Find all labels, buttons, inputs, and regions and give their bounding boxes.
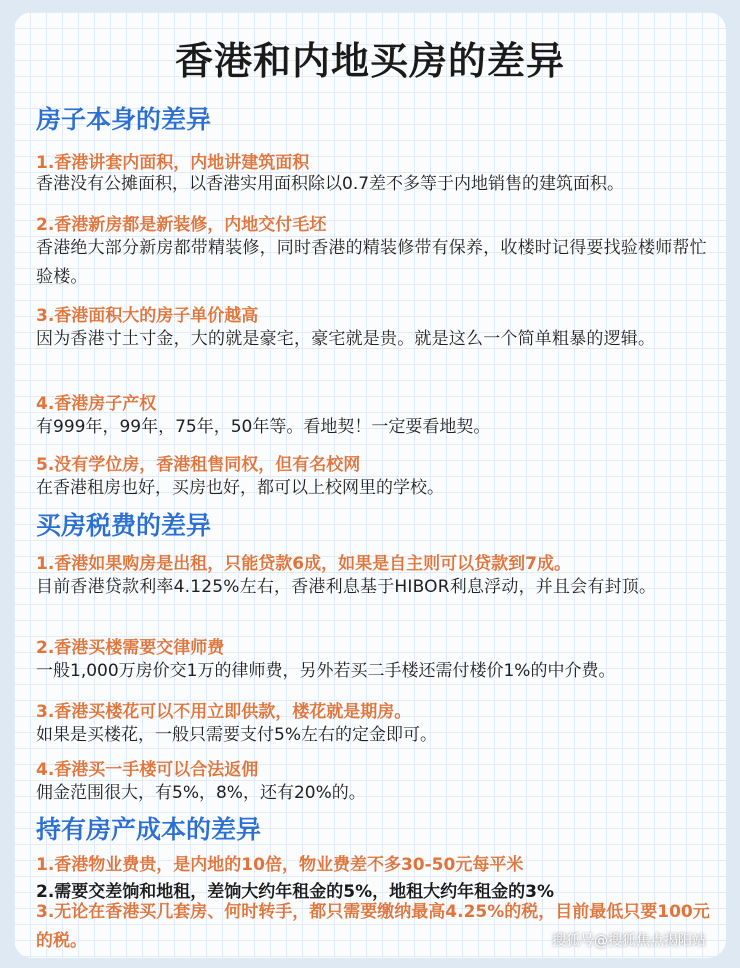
item-title: 3.香港买楼花可以不用立即供款，楼花就是期房。	[36, 702, 412, 722]
item-body: 香港绝大部分新房都带精装修，同时香港的精装修带有保养，收楼时记得要找验楼师帮忙验楼。	[36, 238, 707, 287]
item-body: 在香港租房也好，买房也好，都可以上校网里的学校。	[36, 478, 444, 498]
item-body: 目前香港贷款利率4.125%左右，香港利息基于HIBOR利息浮动，并且会有封顶。	[36, 577, 657, 597]
item-body: 有999年，99年，75年，50年等。看地契！一定要看地契。	[36, 417, 491, 437]
page-title: 香港和内地买房的差异	[174, 39, 565, 83]
item-title: 5.没有学位房，香港租售同权，但有名校网	[36, 455, 361, 475]
item-title: 4.香港买一手楼可以合法返佣	[36, 760, 259, 780]
item-title: 4.香港房子产权	[36, 394, 157, 414]
item-title: 2.香港新房都是新装修，内地交付毛坯	[36, 215, 327, 235]
watermark: 搜狐号@搜狐焦点揭阳站	[552, 933, 706, 949]
section-heading-property: 房子本身的差异	[36, 105, 212, 134]
item-title: 3.香港面积大的房子单价越高	[36, 306, 259, 326]
section-heading-tax: 买房税费的差异	[36, 511, 212, 540]
item-title: 1.香港如果购房是出租，只能贷款6成，如果是自主则可以贷款到7成。	[36, 554, 571, 574]
item-body: 因为香港寸土寸金，大的就是豪宅，豪宅就是贵。就是这么一个简单粗暴的逻辑。	[36, 329, 656, 349]
infographic-card	[14, 12, 726, 958]
item-title: 2.需要交差饷和地租，差饷大约年租金的5%，地租大约年租金的3%	[36, 882, 555, 902]
item-body: 如果是买楼花，一般只需要支付5%左右的定金即可。	[36, 725, 437, 745]
item-title: 3.无论在香港买几套房、何时转手，都只需要缴纳最高4.25%的税，目前最低只要100元的税。	[36, 902, 710, 951]
item-body: 佣金范围很大，有5%，8%，还有20%的。	[36, 783, 366, 803]
item-title: 1.香港物业费贵，是内地的10倍，物业费差不多30-50元每平米	[36, 855, 524, 875]
section-heading-holding-cost: 持有房产成本的差异	[36, 815, 262, 844]
item-title: 2.香港买楼需要交律师费	[36, 638, 225, 658]
item-title: 1.香港讲套内面积，内地讲建筑面积	[36, 153, 310, 173]
item-body: 香港没有公摊面积，以香港实用面积除以0.7差不多等于内地销售的建筑面积。	[36, 174, 625, 194]
item-body: 一般1,000万房价交1万的律师费，另外若买二手楼还需付楼价1%的中介费。	[36, 661, 616, 681]
